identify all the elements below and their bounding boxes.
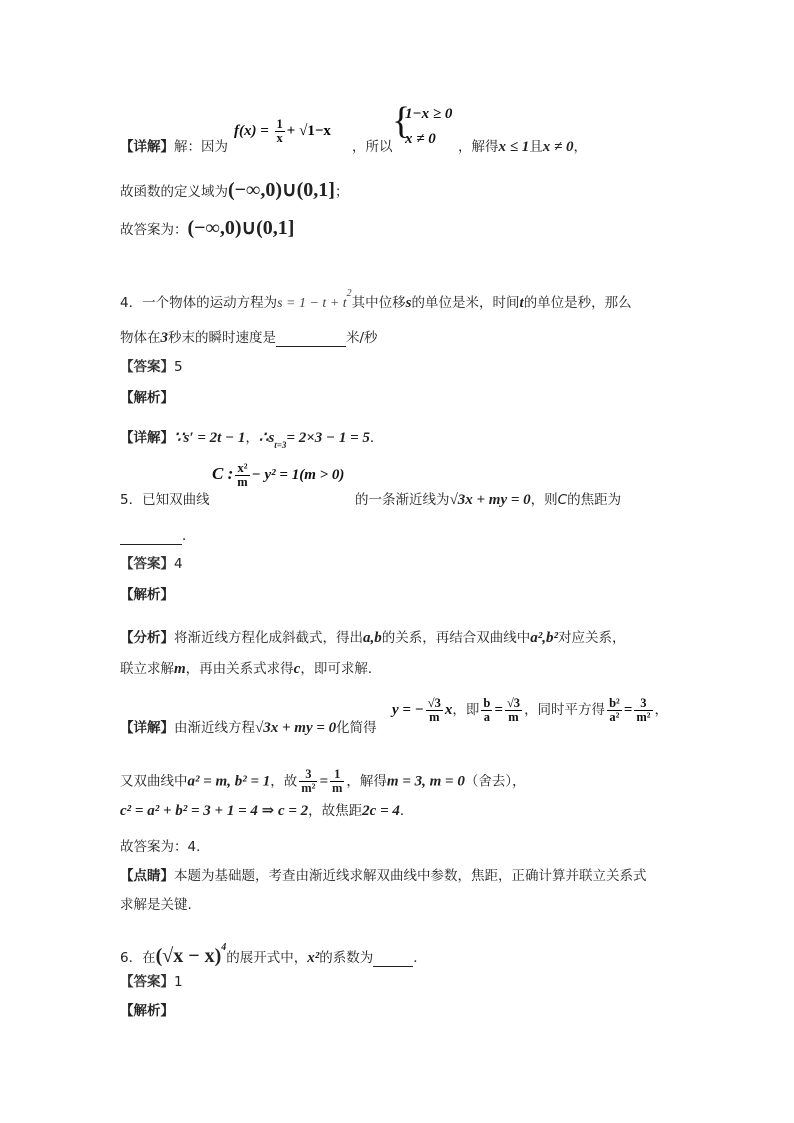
solution: m = 3, m = 0: [386, 773, 465, 790]
fraction: [275, 118, 285, 145]
text: 其中位移: [351, 295, 406, 311]
text: ．: [182, 528, 196, 544]
text: 化简得: [336, 720, 377, 736]
text: 故函数的定义域为: [120, 184, 228, 200]
text: ，: [654, 702, 668, 718]
detail-line-1: [120, 135, 228, 155]
s-eval: ∴s: [258, 430, 275, 446]
text: 4．一个物体的运动方程为: [120, 295, 278, 311]
q4-detail: [120, 426, 384, 450]
text: 5．已知双曲线: [120, 492, 210, 508]
derivative: ∵s′ = 2t − 1: [174, 430, 246, 446]
text: ；: [334, 184, 349, 200]
brace: {: [392, 100, 411, 142]
question-4-line-1: [120, 288, 632, 312]
text: 的系数为: [319, 950, 374, 966]
text: 6．在: [120, 950, 156, 966]
asymptote: √3x + my = 0: [449, 492, 531, 508]
text: ，再由关系式求得: [185, 661, 294, 677]
comment-tag: 【点睛】: [120, 868, 174, 884]
fraction: [634, 697, 652, 724]
equals: =: [623, 702, 633, 718]
frac-num: b²: [609, 696, 620, 710]
q5-comment-2: 求解是关键．: [120, 897, 201, 913]
text: ．: [413, 950, 427, 966]
text-suoyi: ，所以: [352, 139, 393, 155]
frac-num: x²: [235, 462, 249, 476]
q5-text-2: [355, 488, 621, 509]
formula-y: y = −: [392, 702, 424, 718]
text: ，故: [270, 773, 298, 790]
frac-den: m²: [636, 710, 651, 724]
frac-den: m²: [301, 781, 316, 795]
text: 的单位是米，时间: [411, 295, 520, 311]
text: ，解得: [346, 773, 387, 790]
q5-analysis-1: [120, 626, 626, 647]
text-comma: ，: [573, 139, 587, 155]
frac-num: √3: [506, 696, 521, 710]
analysis-tag: 【解析】: [120, 1003, 174, 1019]
motion-equation: s = 1 − t + t: [277, 296, 347, 311]
text: 联立求解: [120, 661, 174, 677]
answer-tag: 【答案】: [120, 556, 174, 572]
answer-row: [120, 355, 183, 375]
text: 的关系，再结合双曲线中: [381, 630, 531, 646]
text: ，同时平方得: [524, 702, 606, 718]
equals: =: [494, 702, 503, 718]
text: 解：因为: [174, 139, 228, 155]
formula: a² = m, b² = 1: [187, 773, 271, 790]
frac-num: 1: [330, 768, 344, 782]
exponent: 2: [346, 288, 352, 299]
text: ，即: [452, 702, 480, 718]
formula: √3x + my = 0: [255, 720, 337, 736]
system-line-2: x ≠ 0: [405, 131, 436, 147]
answer-tag: 【答案】: [120, 359, 174, 375]
frac-num: b: [483, 696, 491, 710]
answer-blank: [373, 950, 413, 967]
answer-blank: [120, 528, 182, 545]
frac-den: a²: [609, 710, 620, 724]
frac-den: m: [332, 781, 343, 795]
frac-num: 1: [276, 117, 283, 131]
q5-comment-1: [120, 864, 647, 884]
text: [352, 135, 393, 155]
question-4-line-2: [120, 326, 378, 347]
exponent: 4: [221, 942, 227, 953]
cond-1: x ≤ 1: [498, 139, 530, 155]
domain-line: [120, 177, 348, 202]
number-3: 3: [160, 330, 168, 346]
text: [458, 135, 587, 156]
text: 的单位是秒，那么: [523, 295, 632, 311]
formula: c² = a² + b² = 3 + 1 = 4 ⇒ c = 2: [120, 803, 309, 819]
var-t: t: [519, 295, 524, 311]
frac-num: 3: [299, 768, 317, 782]
function-formula: [234, 118, 331, 145]
text: 将渐近线方程化成斜截式，得出: [174, 630, 363, 646]
text: 米/秒: [346, 330, 378, 346]
frac-den: x: [276, 131, 283, 145]
var-a2b2: a²,b²: [530, 630, 558, 646]
q5-detail-1-formulas: [392, 697, 668, 724]
text: 又双曲线中: [120, 773, 188, 790]
formula-fx: f(x) =: [234, 123, 273, 139]
answer-formula: (−∞,0)∪(0,1]: [187, 217, 295, 239]
text: 的焦距为: [567, 492, 622, 508]
answer-value: 1: [174, 974, 183, 990]
fraction: [299, 768, 317, 795]
q5-blank-line: [120, 524, 196, 545]
fraction: [481, 697, 492, 724]
detail-tag: 【详解】: [120, 720, 174, 736]
text: ，故焦距: [308, 803, 363, 819]
analysis-tag: 【解析】: [120, 587, 174, 603]
frac-num: √3: [427, 696, 441, 710]
text-jiede: ，解得: [458, 139, 499, 155]
text: ．: [369, 430, 384, 446]
text: 秒末的瞬时速度是: [168, 330, 276, 346]
q5-detail-3: [120, 799, 413, 820]
answer-row: [120, 552, 183, 572]
text: 的一条渐近线为: [355, 492, 450, 508]
fraction: [607, 697, 622, 724]
text: ，则: [530, 492, 558, 508]
text-qie: 且: [529, 139, 543, 155]
var-s: s: [405, 295, 412, 311]
q5-text: [120, 488, 210, 508]
var-x2: x²: [307, 950, 320, 966]
focal-distance: 2c = 4: [362, 803, 400, 819]
fraction: [505, 697, 522, 724]
frac-den: m: [429, 710, 440, 724]
frac-den: m: [508, 710, 519, 724]
formula-sqrt: + √1−x: [286, 123, 331, 139]
subscript: t=3: [274, 440, 287, 450]
expression: (√x − x): [155, 945, 222, 967]
fraction: [330, 768, 344, 795]
var-m: m: [174, 661, 186, 677]
domain-formula: (−∞,0)∪(0,1]: [228, 179, 335, 201]
answer-value: 5: [174, 359, 183, 375]
answer-row: [120, 970, 183, 990]
text: 物体在: [120, 330, 161, 346]
result: = 2×3 − 1 = 5: [286, 430, 370, 446]
answer-blank: [276, 330, 346, 347]
text: ，: [245, 430, 259, 446]
q5-analysis-2: [120, 657, 381, 678]
text: 故答案为：: [120, 222, 188, 238]
text: （舍去），: [464, 773, 526, 790]
text: 本题为基础题，考查由渐近线求解双曲线中参数，焦距，正确计算并联立关系式: [174, 868, 647, 884]
answer-tag: 【答案】: [120, 974, 174, 990]
text: ，即可求解．: [300, 661, 382, 677]
frac-num: 3: [634, 697, 652, 711]
system-line-1: 1−x ≥ 0: [405, 106, 453, 122]
var-c: c: [293, 661, 301, 677]
var-ab: a,b: [363, 630, 382, 646]
text: ．: [399, 803, 414, 819]
question-6-line: [120, 942, 427, 968]
equals: =: [319, 773, 328, 790]
analysis-tag: 【解析】: [120, 390, 174, 406]
formula: − y² = 1(m > 0): [251, 467, 345, 483]
var-x: x: [444, 702, 453, 718]
detail-tag: 【详解】: [120, 139, 174, 155]
var-c: C: [557, 492, 568, 508]
text: 对应关系，: [558, 630, 626, 646]
text: 的展开式中，: [226, 950, 308, 966]
detail-tag: 【详解】: [120, 430, 174, 446]
analysis-tag: 【分析】: [120, 630, 174, 646]
answer-value: 4: [174, 556, 183, 572]
text: 由渐近线方程: [174, 720, 255, 736]
fraction: [235, 462, 249, 489]
c-label: C :: [212, 464, 234, 483]
frac-den: m: [237, 475, 248, 489]
q5-detail-1: [120, 716, 377, 737]
cond-2: x ≠ 0: [542, 139, 574, 155]
hyperbola-formula: [212, 462, 344, 489]
q5-detail-2: [120, 768, 526, 795]
fraction: [426, 697, 443, 724]
answer-line: [120, 215, 294, 240]
frac-den: a: [483, 710, 491, 724]
q5-final: 故答案为：4．: [120, 839, 210, 855]
